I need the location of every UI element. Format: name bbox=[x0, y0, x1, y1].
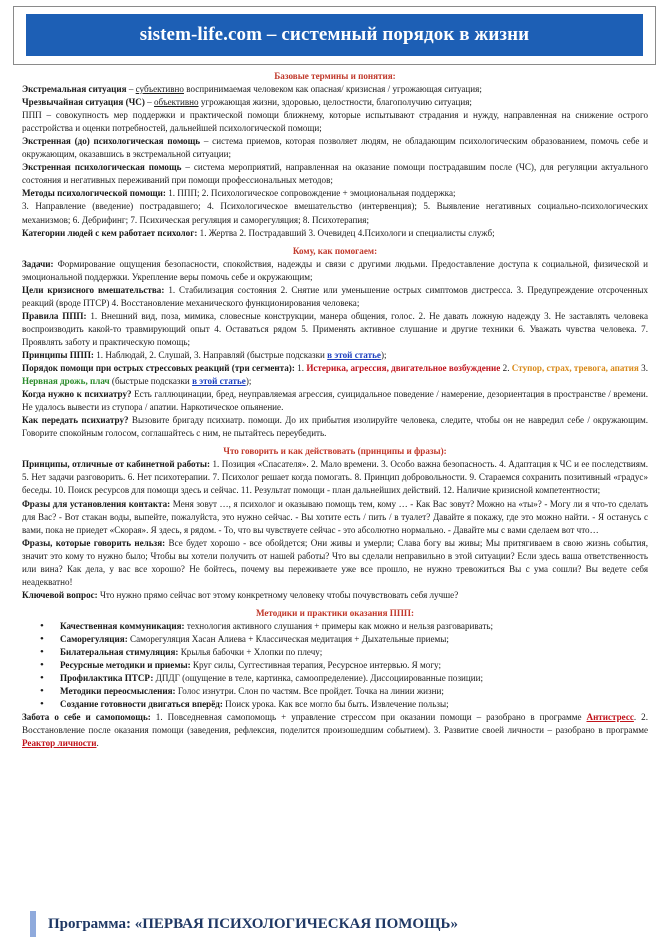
text: Саморегуляция Хасан Алиева + Классическая медитация + Дыхательные приемы; bbox=[127, 633, 449, 644]
paragraph bbox=[22, 458, 648, 497]
term: Билатеральная стимуляция: bbox=[60, 647, 179, 658]
section-title-basic-terms: Базовые термины и понятия: bbox=[274, 71, 396, 81]
section-title-who-how: Кому, как помогаем: bbox=[292, 245, 378, 256]
paragraph bbox=[22, 83, 648, 96]
text: Круг силы, Суггестивная терапия, Ресурсное интервью. Я могу; bbox=[190, 660, 442, 671]
text: – bbox=[126, 84, 136, 95]
list-item bbox=[60, 685, 648, 698]
paragraph: 3. Направление (введение) пострадавшего; 4. Психологическое вмешательство (интервенция); 5. Выявление негативных социально-психологических механизмов; 6. Дебрифинг; 7. Психическая регуляция и саморегуляция; 8. Психотерапия; bbox=[22, 201, 648, 225]
term-underlined: объективно bbox=[154, 97, 199, 108]
term: Когда нужно к психиатру? bbox=[22, 389, 132, 400]
text: Что нужно прямо сейчас вот этому конкретному человеку чтобы почувствовать себя лучше? bbox=[97, 589, 459, 600]
term-underlined: субъективно bbox=[135, 84, 184, 95]
paragraph bbox=[22, 711, 648, 750]
text: Формирование ощущения безопасности, спокойствия, надежды и связи с другими людьми. Предоставление доступа к социальной, физической и эмоциональной поддержки. Укрепление веры помочь себе и окружающим; bbox=[22, 258, 648, 282]
term: Фразы для установления контакта: bbox=[22, 498, 171, 509]
section-title-phrases: Что говорить и как действовать (принципы и фразы): bbox=[223, 446, 447, 457]
term: Принципы ППП: bbox=[22, 349, 94, 360]
term: Качественная коммуникация: bbox=[60, 620, 185, 631]
paragraph bbox=[22, 135, 648, 161]
text: 1. Позиция «Спасателя». 2. Мало времени. 3. Особо важна безопасность. 4. Адаптация к ЧС и ее последствиям. 5. Нет задачи разговорить. 6. Нет психотерапии. 7. Психолог решает когда помогать. 8. Принцип добровольности. 9. Стараемся сохранить позитивный «градус» беседы. 10. Поиск ресурсов для помощи здесь и сейчас. 11. Результат помощи - план дальнейших действий. 12. Наличие кризисной компетентности; bbox=[22, 459, 648, 496]
heading-accent-bar bbox=[30, 911, 36, 937]
term: Принципы, отличные от кабинетной работы: bbox=[22, 459, 211, 470]
term: Экстренная психологическая помощь bbox=[22, 162, 182, 173]
paragraph bbox=[22, 589, 648, 602]
program-heading bbox=[30, 911, 630, 937]
segment-3-text: Нервная дрожь, плач bbox=[22, 376, 110, 387]
paragraph bbox=[22, 349, 648, 362]
paragraph bbox=[22, 310, 648, 349]
personality-reactor-program-link[interactable]: Реактор личности bbox=[22, 738, 97, 749]
text: Поиск урока. Как все могло бы быть. Извлечение пользы; bbox=[222, 699, 449, 710]
text: – система мероприятий, направленная на оказание помощи пострадавшим после (ЧС), для регуляции актуального состояния и негативных переживаний при помощи профессиональных методов; bbox=[22, 162, 648, 186]
list-item bbox=[60, 646, 648, 659]
paragraph bbox=[22, 258, 648, 284]
term: Саморегуляция: bbox=[60, 633, 128, 644]
paragraph bbox=[22, 362, 648, 388]
term: Ключевой вопрос: bbox=[22, 589, 98, 600]
text: . 2. Восстановление после оказания помощи (заведения, рефлексия, поделится произошедшим событием). 3. Развитие своей личности – разобрано в программе bbox=[22, 712, 648, 736]
term: Цели кризисного вмешательства: bbox=[22, 284, 165, 295]
section-title-methods: Методики и практики оказания ППП: bbox=[255, 607, 415, 618]
term: Забота о себе и самопомощь: bbox=[22, 712, 151, 723]
antistress-program-link[interactable]: Антистресс bbox=[586, 712, 634, 723]
header-title: sistem-life.com – системный порядок в жизни bbox=[139, 24, 530, 45]
methods-list bbox=[22, 620, 648, 711]
paragraph bbox=[22, 227, 648, 240]
paragraph: ППП – совокупность мер поддержки и практической помощи ближнему, которые испытывают страдания и нужду, направленная на снижение острого расстройства и оценки потребностей, дальнейшей психологической помощи; bbox=[22, 110, 648, 134]
text: ); bbox=[245, 376, 252, 387]
paragraph bbox=[22, 187, 648, 200]
paragraph bbox=[22, 161, 648, 187]
text: 1. Наблюдай, 2. Слушай, 3. Направляй (быстрые подсказки bbox=[93, 349, 328, 360]
list-item bbox=[60, 659, 648, 672]
text: 1. Повседневная самопомощь + управление стрессом при оказании помощи – разобрано в программе bbox=[150, 712, 587, 723]
term: Фразы, которые говорить нельзя: bbox=[22, 537, 166, 548]
list-item bbox=[60, 698, 648, 711]
article-link[interactable]: в этой статье bbox=[192, 376, 246, 387]
term: Экстремальная ситуация bbox=[22, 84, 127, 95]
text: воспринимаемая человеком как опасная/ кризисная / угрожающая ситуация; bbox=[183, 84, 482, 95]
text: 1. Стабилизация состояния 2. Снятие или уменьшение острых симптомов дистресса. 3. Предупреждение отсроченных реакций (вроде ПТСР) 4. Восстановление механического функционирования человека; bbox=[22, 284, 648, 308]
paragraph bbox=[22, 96, 648, 109]
paragraph bbox=[22, 498, 648, 537]
text: Крылья бабочки + Хлопки по плечу; bbox=[178, 647, 323, 658]
term: Как передать психиатру? bbox=[22, 415, 129, 426]
text: – система приемов, которая позволяет людям, не обладающим психологическим образованием, помочь себе и окружающим, оказавшись в экстремальной ситуации; bbox=[22, 136, 648, 160]
paragraph bbox=[22, 414, 648, 440]
text: технология активного слушания + примеры как можно и нельзя разговаривать; bbox=[184, 620, 493, 631]
text: 1. bbox=[294, 363, 307, 374]
term: Задачи: bbox=[22, 258, 54, 269]
header-banner bbox=[26, 14, 643, 56]
term: Чрезвычайная ситуация (ЧС) bbox=[22, 97, 145, 108]
paragraph bbox=[22, 388, 648, 414]
text: Все будет хорошо - все обойдется; Они живы и умерли; Слава богу вы живы; Мы притягиваем в свою жизнь события, значит это кому то нужно было; Чтобы вы хотели получить от нашей работы? Что вы сделали неправильно в этой ситуации? Если здесь ваша ответственность или вина? Как дела, у вас все хорошо? Не бойтесь, почему вы переживаете уже все прошло, не нужно тревожиться Вы с ума сошли? Вы ведете себя неадекватно! bbox=[22, 537, 648, 587]
term: Методики переосмысления: bbox=[60, 686, 176, 697]
text: Вызовите бригаду психиатр. помощи. До их прибытия изолируйте человека, следите, чтобы он не навредил себе / окружающим. Говорите спокойным голосом, соглашайтесь с ним, не пытайтесь переубедить. bbox=[22, 415, 648, 439]
text: 1. Жертва 2. Пострадавший 3. Очевидец 4.Психологи и специалисты служб; bbox=[197, 227, 495, 238]
text: . bbox=[96, 738, 99, 749]
term: Профилактика ПТСР: bbox=[60, 673, 154, 684]
segment-2-text: Ступор, страх, тревога, апатия bbox=[511, 363, 639, 374]
paragraph bbox=[22, 537, 648, 589]
text: Голос изнутри. Слон по частям. Все пройдет. Точка на линии жизни; bbox=[175, 686, 444, 697]
paragraph bbox=[22, 284, 648, 310]
term: Ресурсные методики и приемы: bbox=[60, 660, 191, 671]
term: Методы психологической помощи: bbox=[22, 188, 166, 199]
text: (быстрые подсказки bbox=[109, 376, 193, 387]
term: Порядок помощи при острых стрессовых реакций (три сегмента): bbox=[22, 363, 295, 374]
text: 2. bbox=[500, 363, 512, 374]
text: 1. Внешний вид, поза, мимика, словесные конструкции, манера общения, голос. 2. Не давать ложную надежду 3. Не заставлять человека воспроизводить какой-то травмирующий опыт 4. Оставаться рядом 5. Применять активное слушание и другие техники 6. Уважать чувства человека. 7. Проявлять заботу и практическую помощь; bbox=[22, 310, 648, 347]
list-item bbox=[60, 633, 648, 646]
term: Экстренная (до) психологическая помощь bbox=[22, 136, 201, 147]
document-body bbox=[22, 70, 648, 750]
program-title: Программа: «ПЕРВАЯ ПСИХОЛОГИЧЕСКАЯ ПОМОЩЬ» bbox=[48, 915, 458, 932]
term: Категории людей с кем работает психолог: bbox=[22, 227, 198, 238]
segment-1-text: Истерика, агрессия, двигательное возбуждение bbox=[306, 363, 501, 374]
term: Правила ППП: bbox=[22, 310, 87, 321]
article-link[interactable]: в этой статье bbox=[327, 349, 381, 360]
list-item bbox=[60, 620, 648, 633]
text: ); bbox=[380, 349, 387, 360]
list-item bbox=[60, 672, 648, 685]
text: 3. bbox=[638, 363, 648, 374]
text: 1. ППП; 2. Психологическое сопровождение + эмоциональная поддержка; bbox=[165, 188, 456, 199]
text: – bbox=[144, 97, 154, 108]
text: угрожающая жизни, здоровью, целостности, благополучию ситуация; bbox=[198, 97, 472, 108]
term: Создание готовности двигаться вперёд: bbox=[60, 699, 223, 710]
text: Меня зовут …, я психолог и оказываю помощь тем, кому … - Как Вас зовут? Можно на «ты»? - Могу ли я что-то сделать для Вас? - Вот стакан воды, выпейте, пожалуйста, это нужно сейчас. - Вы хотите есть / пить / в туалет? Давайте я покажу, где это можно найти. - Я останусь с вами, пока не приедет «Скорая». Я здесь, я рядом. - То, что вы чувствуете сейчас - это абсолютно нормально. - Давайте мы с вами сделаем вот что… bbox=[22, 498, 648, 535]
text: Есть галлюцинации, бред, неуправляемая агрессия, суицидальное поведение / намерение, дезориентация в пространстве / времени. Не удалось вывести из ступора / апатии. Наркотическое опьянение. bbox=[22, 389, 648, 413]
text: ДПДГ (ощущение в теле, картинка, самоопределение). Диссоциированные позиции; bbox=[153, 673, 484, 684]
